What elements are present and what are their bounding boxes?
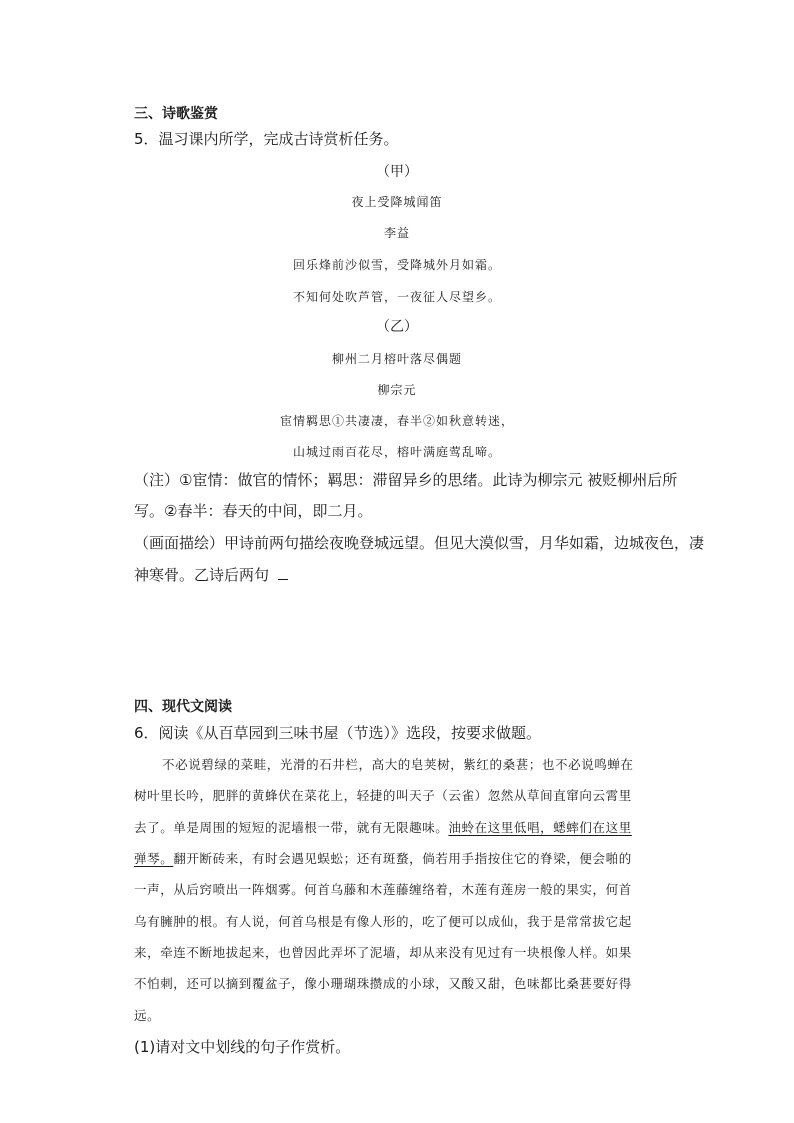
passage-line-7: 来，牵连不断地拔起来，也曾因此弄坏了泥墙，却从来没有见过有一块根像人样。如果: [134, 945, 632, 960]
poem-b-mark: （乙）: [376, 319, 418, 335]
sub-question-1: (1)请对文中划线的句子作赏析。: [134, 1038, 351, 1056]
passage-line-9: 远。: [134, 1008, 161, 1023]
poem-a-title: 夜上受降城闻笛: [351, 195, 443, 209]
task-line-2-text: 神寒骨。乙诗后两句: [134, 566, 270, 584]
underlined-sentence-part-1: 油蛉在这里低唱，蟋蟀们在这里: [448, 820, 632, 835]
passage-line-3: [134, 818, 664, 836]
underlined-sentence-part-2: 弹琴。: [134, 851, 174, 866]
poem-b-line-2: 山城过雨百花尽，榕叶满庭莺乱啼。: [292, 445, 501, 459]
poem-a-line-2: 不知何处吹芦管，一夜征人尽望乡。: [292, 290, 501, 304]
passage-line-8: 不怕刺，还可以摘到覆盆子，像小珊瑚珠攒成的小球，又酸又甜，色味都比桑葚要好得: [134, 976, 632, 991]
annotation-line-1: （注）①宦情：做官的情怀；羁思：滞留异乡的思绪。此诗为柳宗元 被贬柳州后所: [134, 471, 678, 489]
poem-a-mark: （甲）: [376, 164, 418, 180]
task-line-1: （画面描绘）甲诗前两句描绘夜晚登城远望。但见大漠似雪，月华如霜，边城夜色，凄: [134, 534, 705, 552]
answer-blank[interactable]: [278, 567, 288, 580]
passage-line-1: 不必说碧绿的菜畦，光滑的石井栏，高大的皂荚树，紫红的桑葚；也不必说鸣蝉在: [162, 757, 634, 772]
poem-b-line-1: 宦情羁思①共凄凄，春半②如秋意转迷，: [279, 414, 514, 428]
question-6-stem: 6．阅读《从百草园到三味书屋（节选）》选段，按要求做题。: [134, 724, 542, 742]
section-heading-modern-reading: 四、现代文阅读: [134, 699, 232, 715]
poem-a-line-1: 回乐烽前沙似雪，受降城外月如霜。: [292, 258, 501, 272]
passage-line-5: 一声，从后窍喷出一阵烟雾。何首乌藤和木莲藤缠络着，木莲有莲房一般的果实，何首: [134, 882, 632, 897]
poem-a-author: 李益: [383, 226, 410, 240]
passage-line-4: [134, 849, 664, 867]
passage-line-6: 乌有臃肿的根。有人说，何首乌根是有像人形的，吃了便可以成仙，我于是常常拔它起: [134, 914, 632, 929]
passage-line-4-text: 翻开断砖来，有时会遇见蜈蚣；还有斑蝥，倘若用手指按住它的脊梁，便会啪的: [173, 851, 632, 866]
poem-b-author: 柳宗元: [377, 383, 417, 397]
task-line-2: [134, 567, 664, 583]
passage-line-2: 树叶里长吟，肥胖的黄蜂伏在菜花上，轻捷的叫天子（云雀）忽然从草间直窜向云霄里: [134, 788, 632, 803]
question-5-stem: 5．温习课内所学，完成古诗赏析任务。: [134, 130, 399, 148]
annotation-line-2: 写。②春半：春天的中间，即二月。: [134, 502, 373, 520]
passage-line-3-text: 去了。单是周围的短短的泥墙根一带，就有无限趣味。: [134, 820, 449, 835]
poem-b-title: 柳州二月榕叶落尽偶题: [331, 352, 462, 366]
section-heading-poetry: 三、诗歌鉴赏: [134, 106, 218, 122]
